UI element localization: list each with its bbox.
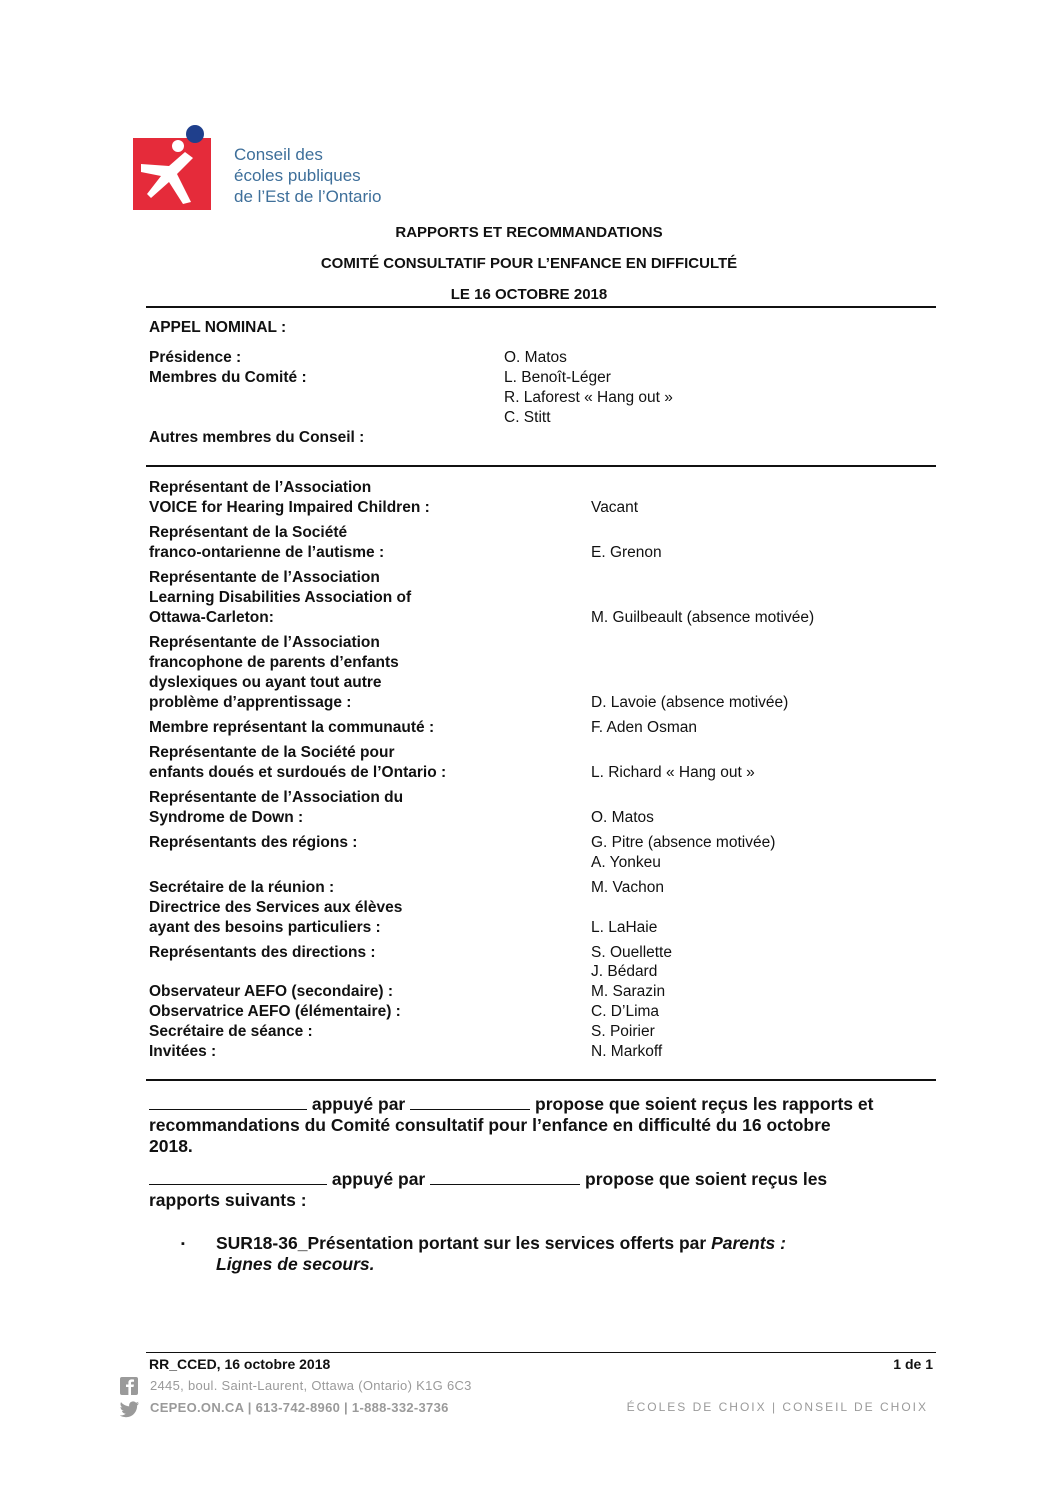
motion-1: appuyé par propose que soient reçus les rapports et recommandations du Comité consultatif pour l’enfance en difficulté du 16 octobre 2018.: [149, 1094, 874, 1156]
rep-label: Représentant de l’Association VOICE for Hearing Impaired Children :: [149, 479, 430, 516]
twitter-icon: [120, 1400, 140, 1418]
presidence-value: O. Matos: [504, 349, 567, 366]
facebook-icon: [120, 1377, 140, 1395]
rep-label: Invitées :: [149, 1043, 217, 1060]
rep-label: Représentante de la Société pour enfants doués et surdoués de l’Ontario :: [149, 744, 447, 781]
logo-mark-icon: [133, 124, 215, 212]
rep-label: Représentante de l’Association du Syndrome de Down :: [149, 789, 404, 826]
rep-value: D. Lavoie (absence motivée): [591, 694, 789, 711]
divider: [146, 306, 936, 308]
committee-title: COMITÉ CONSULTATIF POUR L’ENFANCE EN DIFFICULTÉ: [320, 255, 738, 272]
divider: [146, 465, 936, 467]
presidence-label: Présidence :: [149, 349, 242, 366]
rep-value: L. LaHaie: [591, 919, 658, 936]
rep-label: Représentants des régions :: [149, 834, 358, 851]
logo-line-3: de l’Est de l’Ontario: [234, 187, 382, 206]
rep-label: Secrétaire de la réunion :: [149, 879, 335, 896]
footer-doc-ref: RR_CCED, 16 octobre 2018: [149, 1356, 331, 1372]
rep-label: Représentant de la Société franco-ontarienne de l’autisme :: [149, 524, 385, 561]
rep-value: E. Grenon: [591, 544, 662, 561]
signature-blank[interactable]: [149, 1170, 327, 1185]
rep-value: S. Poirier: [591, 1023, 655, 1040]
rep-value: M. Vachon: [591, 879, 664, 896]
rep-value: N. Markoff: [591, 1043, 663, 1060]
rep-value: L. Richard « Hang out »: [591, 764, 755, 781]
roll-call-heading: APPEL NOMINAL :: [149, 319, 287, 336]
rep-value: C. D’Lima: [591, 1003, 660, 1020]
footer-page-number: 1 de 1: [893, 1356, 933, 1372]
footer-contact: CEPEO.ON.CA | 613-742-8960 | 1-888-332-3736: [150, 1400, 449, 1415]
rep-label: Représentante de l’Association francophone de parents d’enfants dyslexiques ou ayant tout autre problème d’apprentissage :: [149, 634, 399, 711]
rep-value: Vacant: [591, 499, 639, 516]
signature-blank[interactable]: [410, 1095, 530, 1110]
logo-line-2: écoles publiques: [234, 166, 361, 185]
membres-label: Membres du Comité :: [149, 369, 307, 386]
signature-blank[interactable]: [430, 1170, 580, 1185]
rep-value: S. Ouellette: [591, 944, 672, 961]
footer-divider: [146, 1352, 936, 1353]
rep-value: J. Bédard: [591, 963, 658, 980]
rep-value: M. Sarazin: [591, 983, 666, 1000]
rep-label: Observateur AEFO (secondaire) :: [149, 983, 394, 1000]
autres-label: Autres membres du Conseil :: [149, 429, 365, 446]
logo-text: [234, 144, 381, 207]
membre-value: C. Stitt: [504, 409, 551, 426]
rep-label: Observatrice AEFO (élémentaire) :: [149, 1003, 401, 1020]
signature-blank[interactable]: [149, 1095, 307, 1110]
bullet-icon: ▪: [181, 1238, 185, 1250]
rep-label: Secrétaire de séance :: [149, 1023, 313, 1040]
rep-label: Représentante de l’Association Learning Disabilities Association of Ottawa-Carleton:: [149, 569, 412, 626]
rep-value: M. Guilbeault (absence motivée): [591, 609, 815, 626]
footer-slogan: ÉCOLES DE CHOIX | CONSEIL DE CHOIX: [626, 1400, 928, 1414]
membre-value: L. Benoît-Léger: [504, 369, 611, 386]
motion-2: appuyé par propose que soient reçus les rapports suivants :: [149, 1169, 828, 1210]
rep-value: G. Pitre (absence motivée): [591, 834, 776, 851]
membre-value: R. Laforest « Hang out »: [504, 389, 673, 406]
logo: [133, 124, 215, 212]
rep-label: Représentants des directions :: [149, 944, 376, 961]
report-item: SUR18-36_Présentation portant sur les services offerts par Parents : Lignes de secours.: [216, 1233, 786, 1274]
meeting-date: LE 16 OCTOBRE 2018: [450, 286, 608, 303]
divider: [146, 1079, 936, 1081]
rep-value: A. Yonkeu: [591, 854, 661, 871]
logo-line-1: Conseil des: [234, 145, 323, 164]
rep-label: Membre représentant la communauté :: [149, 719, 435, 736]
footer-address: 2445, boul. Saint-Laurent, Ottawa (Ontario) K1G 6C3: [150, 1378, 472, 1393]
doc-title: RAPPORTS ET RECOMMANDATIONS: [395, 224, 663, 241]
rep-value: O. Matos: [591, 809, 654, 826]
rep-label: Directrice des Services aux élèves ayant des besoins particuliers :: [149, 899, 403, 936]
rep-value: F. Aden Osman: [591, 719, 697, 736]
